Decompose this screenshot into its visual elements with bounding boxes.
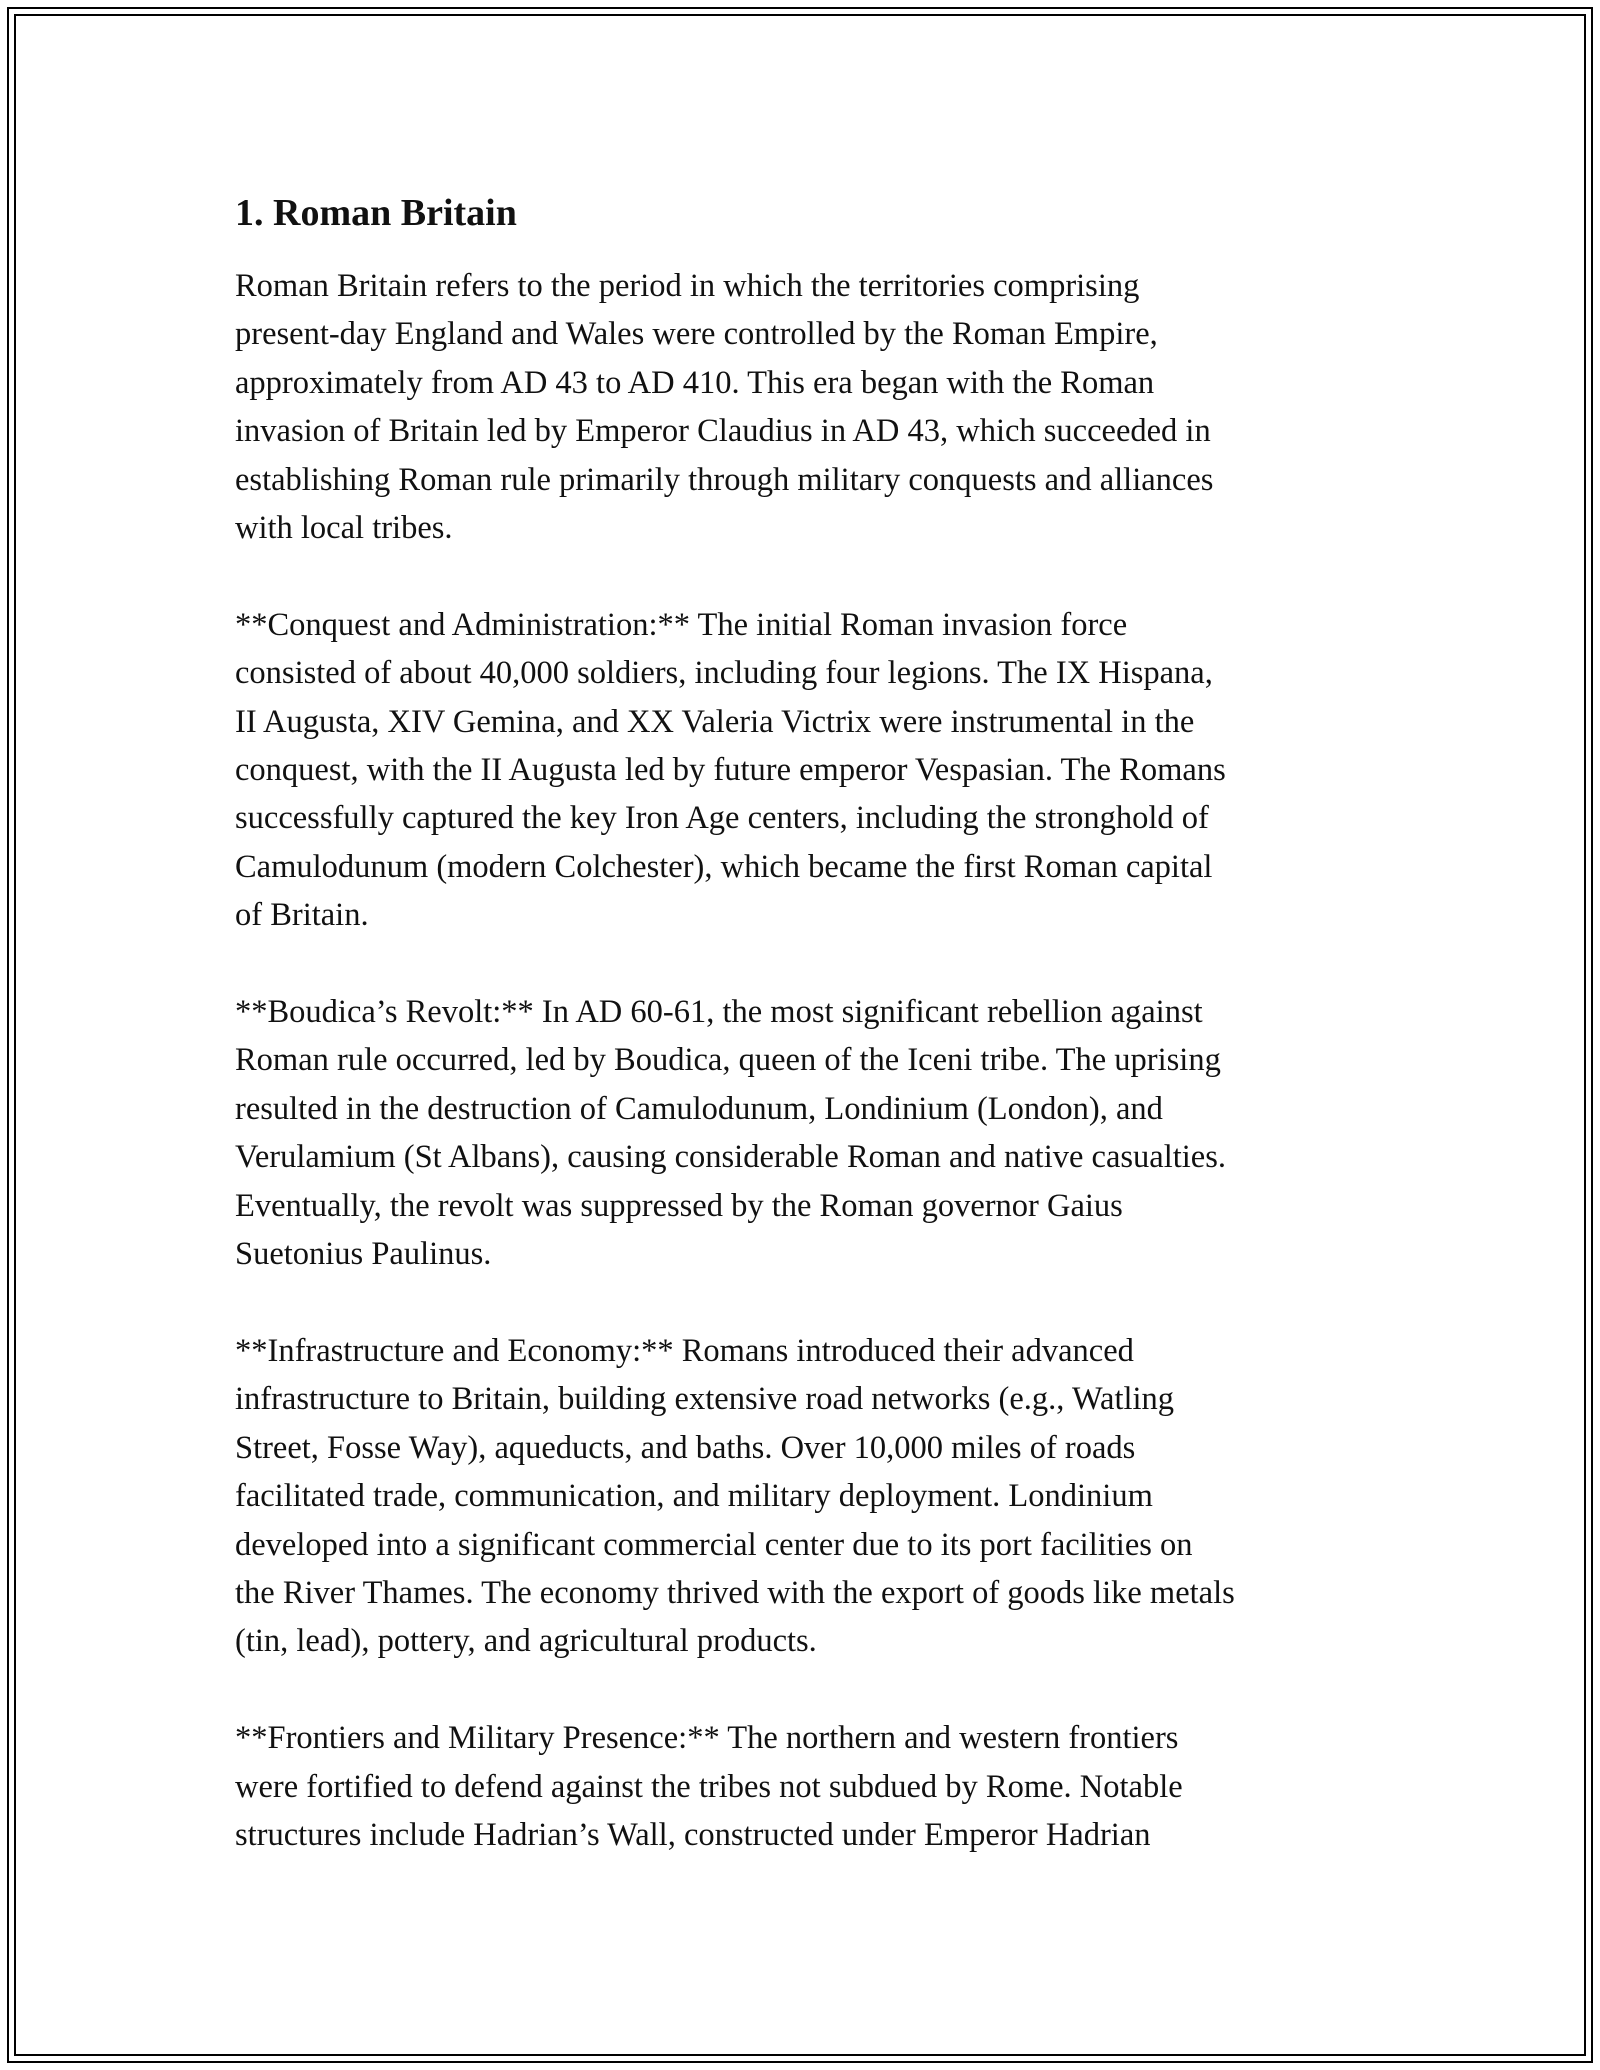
frontiers-paragraph: **Frontiers and Military Presence:** The northern and western frontiers were fortified to defend against the tribes not subdued by Rome. Notable structures include Hadrian’s Wall, constructed under Emperor Hadrian: [235, 1720, 1183, 1853]
boudica-revolt-paragraph: **Boudica’s Revolt:** In AD 60-61, the most significant rebellion against Roman rule occurred, led by Boudica, queen of the Iceni tribe. The uprising resulted in the destruction of Camulodunum, Londinium (London), and Verulamium (St Albans), causing considerable Roman and native casualties. Eventually, the revolt was suppressed by the Roman governor Gaius Suetonius Paulinus.: [235, 994, 1226, 1273]
section-heading: 1. Roman Britain: [235, 192, 517, 234]
intro-paragraph: Roman Britain refers to the period in which the territories comprising present-day England and Wales were controlled by the Roman Empire, approximately from AD 43 to AD 410. This era began with the Roman invasion of Britain led by Emperor Claudius in AD 43, which succeeded in establishing Roman rule primarily through military conquests and alliances with local tribes.: [235, 268, 1214, 547]
infrastructure-paragraph: **Infrastructure and Economy:** Romans introduced their advanced infrastructure to Britain, building extensive road networks (e.g., Watling Street, Fosse Way), aqueducts, and baths. Over 10,000 miles of roads facilitated trade, communication, and military deployment. Londinium developed into a significant commercial center due to its port facilities on the River Thames. The economy thrived with the export of goods like metals (tin, lead), pottery, and agricultural products.: [235, 1332, 1235, 1660]
conquest-paragraph: **Conquest and Administration:** The initial Roman invasion force consisted of about 40,000 soldiers, including four legions. The IX Hispana, II Augusta, XIV Gemina, and XX Valeria Victrix were instrumental in the conquest, with the II Augusta led by future emperor Vespasian. The Romans successfully captured the key Iron Age centers, including the stronghold of Camulodunum (modern Colchester), which became the first Roman capital of Britain.: [235, 606, 1226, 934]
document-body: [235, 188, 1380, 1908]
